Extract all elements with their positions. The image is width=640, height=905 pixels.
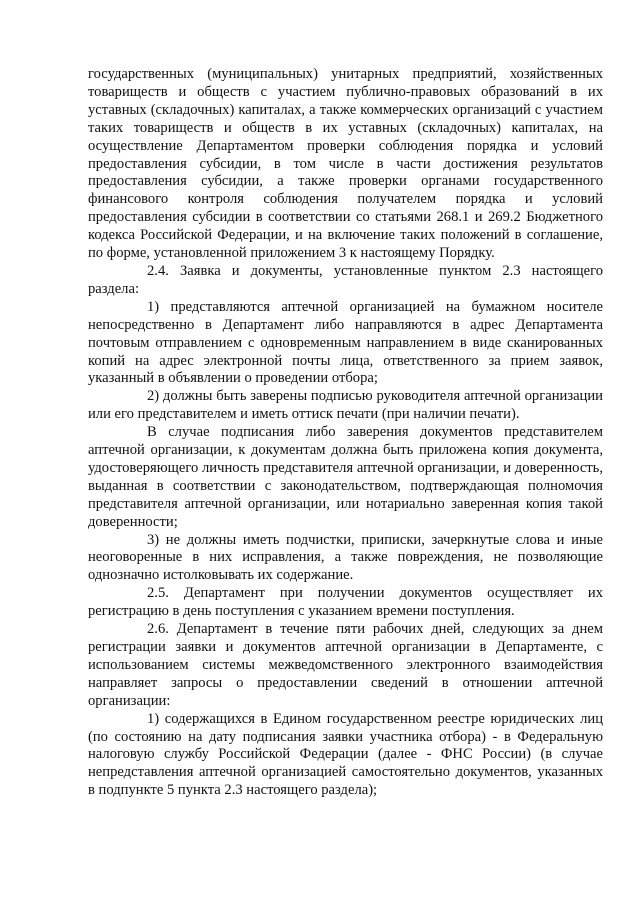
paragraph-2-6-item-1: 1) содержащихся в Едином государственном реестре юридических лиц (по состоянию на дату подписания заявки участника отбора) - в Федеральную налоговую службу Российской Федерации (далее - ФНС России) (в случае непредставления аптечной организацией самостоятельно документов, указанных в подпункте 5 пункта 2.3 настоящего раздела); (88, 710, 603, 799)
paragraph-2-4-item-2: 2) должны быть заверены подписью руководителя аптечной организации или его представителем и иметь оттиск печати (при наличии печати). (88, 388, 603, 423)
paragraph-2-4-item-3: 3) не должны иметь подчистки, приписки, зачеркнутые слова и иные неоговоренные в них исправления, а также повреждения, не позволяющие однозначно истолковывать их содержание. (88, 531, 603, 584)
paragraph-2-6: 2.6. Департамент в течение пяти рабочих дней, следующих за днем регистрации заявки и документов аптечной организации в Департаменте, с использованием системы межведомственного электронного взаимодействия направляет запросы о предоставлении сведений в отношении аптечной организации: (88, 621, 603, 709)
document-page (88, 66, 603, 800)
paragraph-2-4-item-1: 1) представляются аптечной организацией на бумажном носителе непосредственно в Департамент либо направляются в адрес Департамента почтовым отправлением с одновременным направлением в виде сканированных копий на адрес электронной почты лица, ответственного за прием заявок, указанный в объявлении о проведении отбора; (88, 298, 603, 387)
paragraph-continuation: государственных (муниципальных) унитарных предприятий, хозяйственных товариществ и обществ с участием публично-правовых образований в их уставных (складочных) капиталах, а также коммерческих организаций с участием таких товариществ и обществ в их уставных (складочных) капиталах, на осуществление Департаментом проверки соблюдения порядка и условий предоставления субсидии, в том числе в части достижения результатов предоставления субсидии, а также проверки органами государственного финансового контроля соблюдения получателем порядка и условий предоставления субсидии в соответствии со статьями 268.1 и 269.2 Бюджетного кодекса Российской Федерации, и на включение таких положений в соглашение, по форме, установленной приложением 3 к настоящему Порядку. (88, 66, 603, 262)
paragraph-2-5: 2.5. Департамент при получении документов осуществляет их регистрацию в день поступления с указанием времени поступления. (88, 585, 603, 620)
paragraph-2-4: 2.4. Заявка и документы, установленные пунктом 2.3 настоящего раздела: (88, 262, 603, 297)
paragraph-representative: В случае подписания либо заверения документов представителем аптечной организации, к документам должна быть приложена копия документа, удостоверяющего личность представителя аптечной организации, и доверенность, выданная в соответствии с законодательством, подтверждающая полномочия представителя аптечной организации, или нотариально заверенная копия такой доверенности; (88, 424, 603, 530)
